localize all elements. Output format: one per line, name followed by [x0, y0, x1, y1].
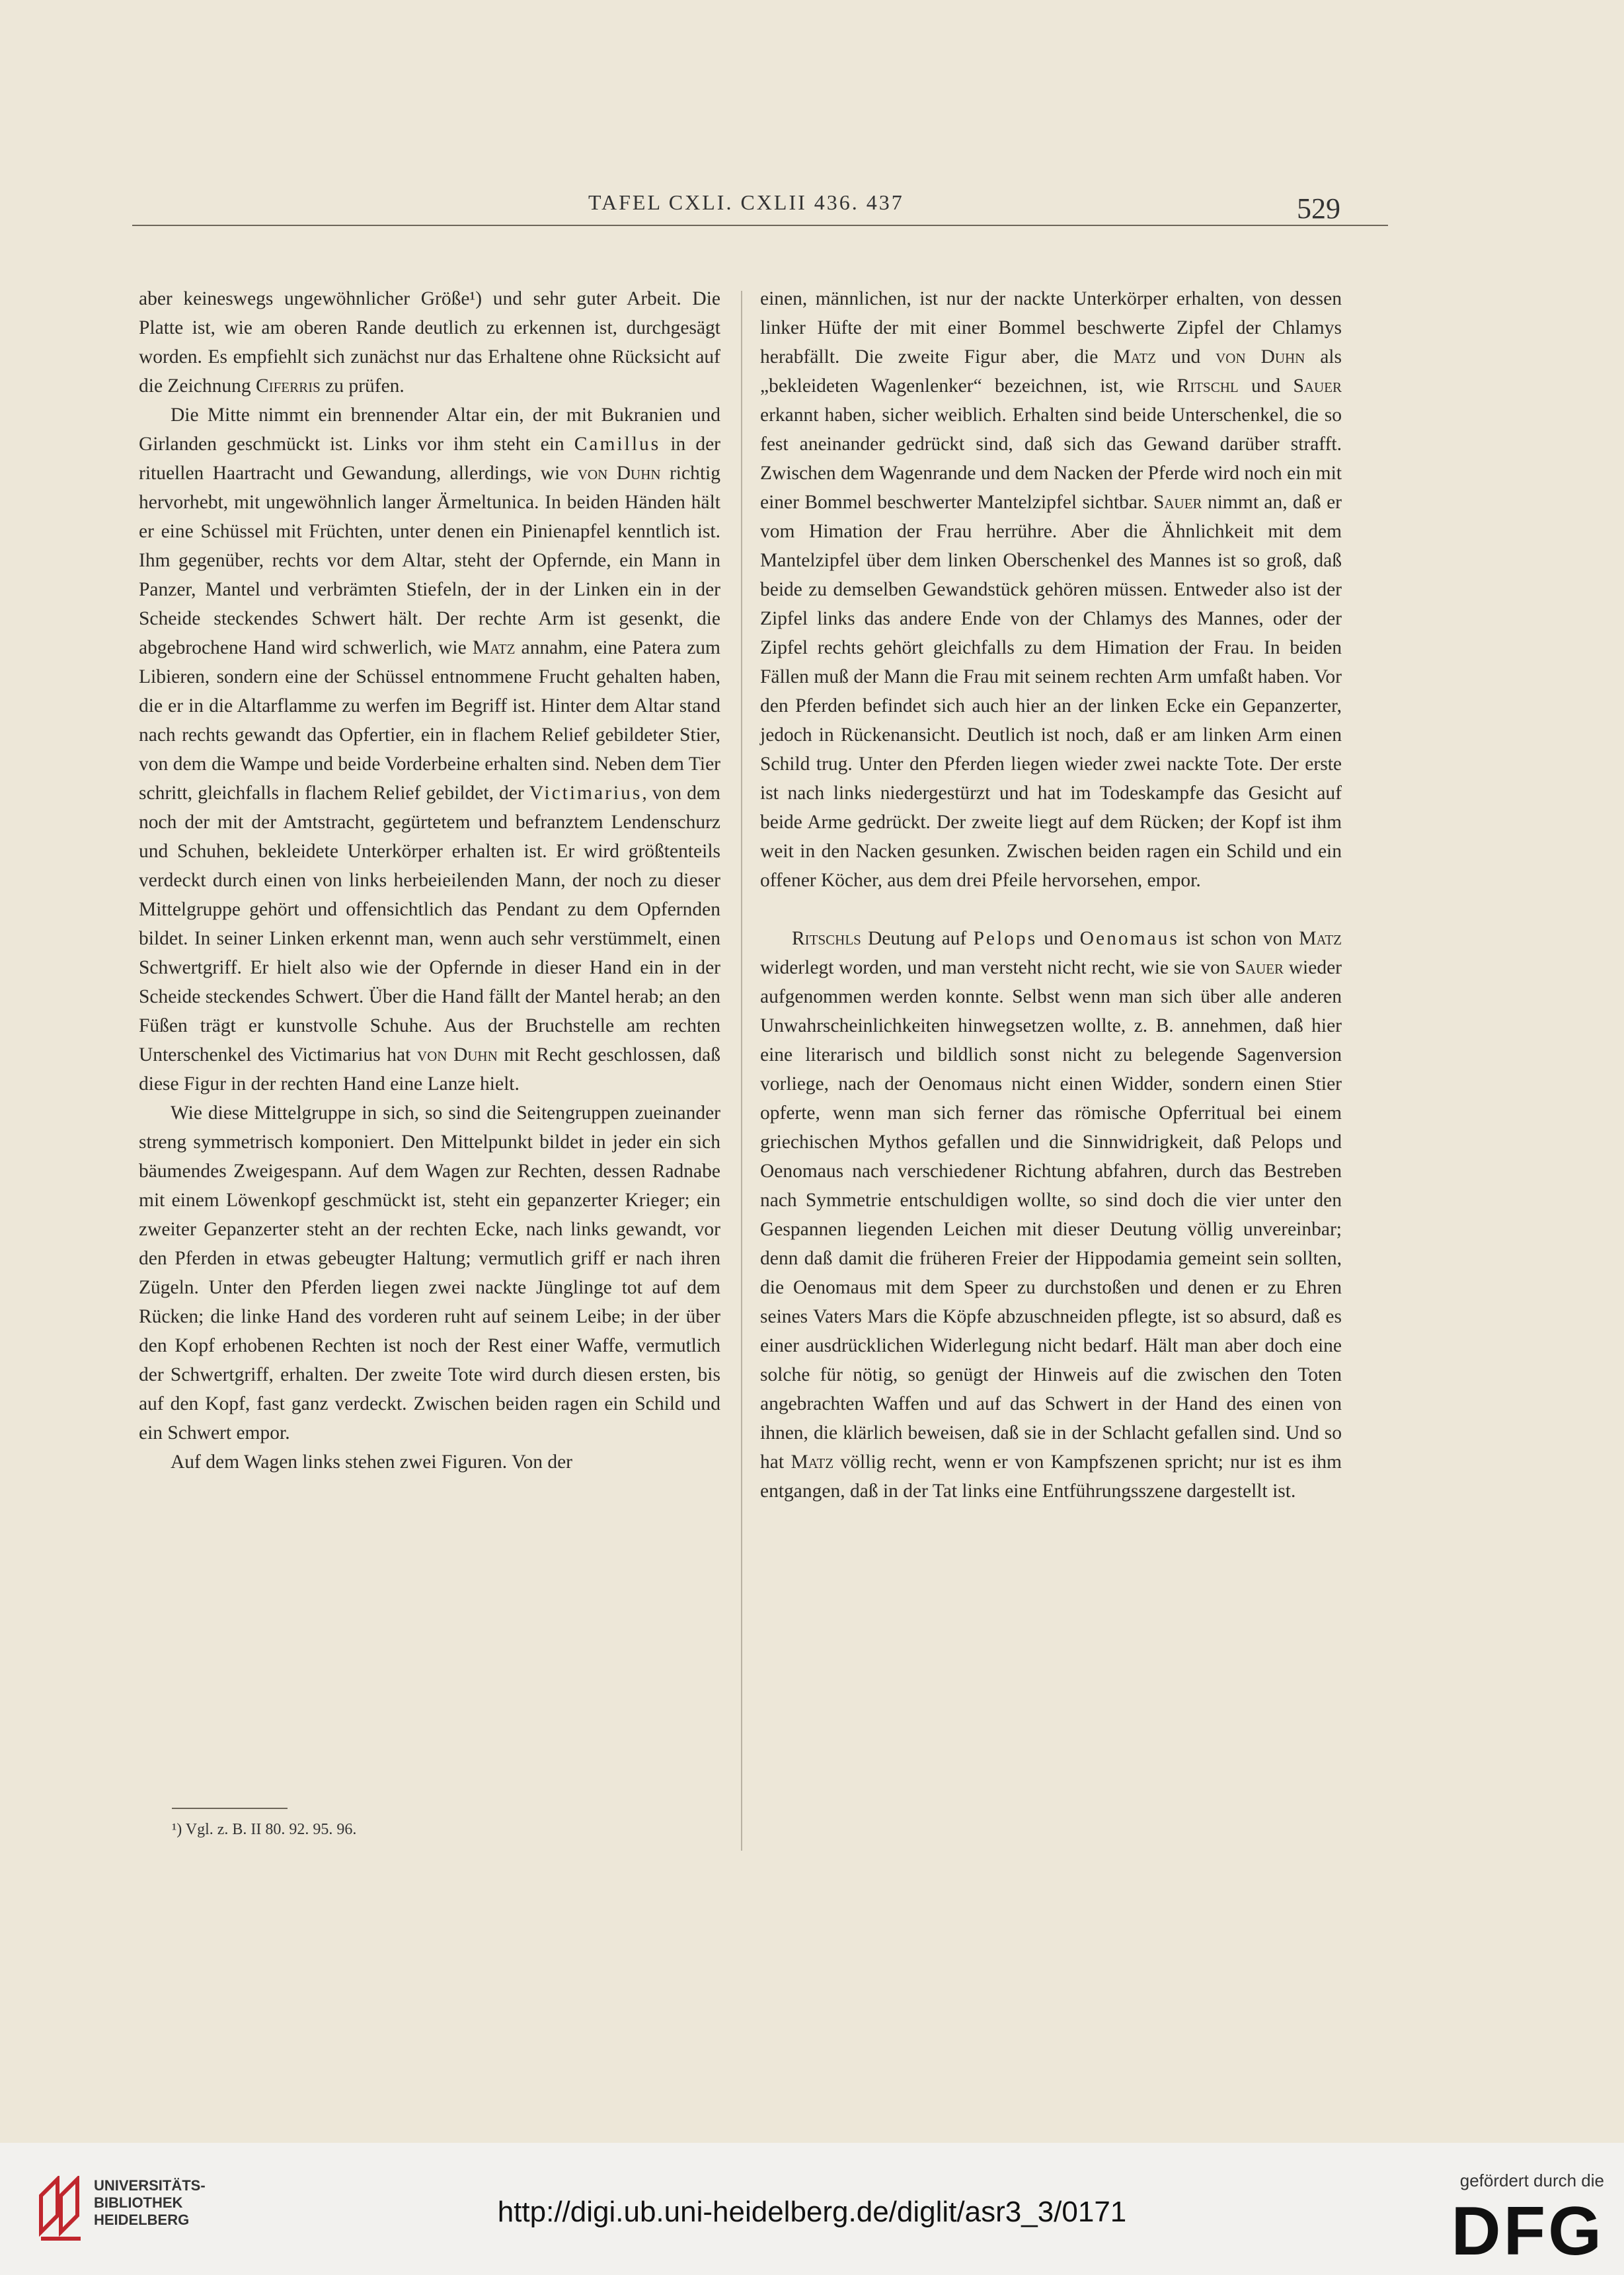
text-run: Deutung auf	[861, 928, 974, 949]
text-run: Sauer	[1293, 375, 1342, 397]
library-name-line-1: UNIVERSITÄTS-	[94, 2177, 206, 2194]
footnote: ¹) Vgl. z. B. II 80. 92. 95. 96.	[172, 1821, 357, 1838]
running-header	[132, 185, 1348, 225]
header-title: TAFEL CXLI. CXLII 436. 437	[588, 190, 904, 214]
text-run: von Duhn	[416, 1044, 498, 1065]
text-run: ist schon von	[1179, 928, 1299, 949]
text-run: Matz	[791, 1451, 834, 1473]
text-run: widerlegt worden, und man versteht nicht recht, wie sie von	[760, 957, 1235, 978]
text-run: Ciferris	[255, 375, 321, 397]
text-run: erkannt haben, sicher weiblich. Erhalten sind beide Unterschenkel, die so fest aneinander gedrückt sind, daß sich das Gewand darüber strafft. Zwischen dem Wagenrande und dem Nacken der Pferde wird noch ein mit einer Bommel beschwerter Mantelzipfel sichtbar.	[760, 405, 1342, 513]
text-run: Ritschl	[1177, 375, 1239, 397]
text-run: Matz	[1299, 928, 1342, 949]
text-run: Sauer	[1235, 957, 1284, 978]
text-run: in der rituellen Haartracht und Gewandung, allerdings, wie	[139, 434, 720, 484]
viewer-footer	[0, 2143, 1624, 2275]
paragraph	[760, 924, 1342, 1506]
text-run: Wie diese Mittelgruppe in sich, so sind die Seitengruppen zueinander streng symmetrisch komponiert. Den Mittelpunkt bildet in jeder ein sich bäumendes Zweigespann. Auf dem Wagen zur Rechten, dessen Radnabe mit einem Löwenkopf geschmückt ist, steht ein gepanzerter Krieger; ein zweiter Gepanzerter steht an der rechten Ecke, nach links gewandt, vor den Pferden in etwas gebeugter Haltung; vermutlich griff er nach ihren Zügeln. Unter den Pferden liegen zwei nackte Jünglinge tot auf dem Rücken; die linke Hand des vorderen ruht auf seinem Leibe; in der über den Kopf erhobenen Rechten ist noch der Rest einer Waffe, vermutlich der Schwertgriff, erhalten. Der zweite Tote wird durch diesen ersten, bis auf den Kopf, fast ganz verdeckt. Zwischen beiden ragen ein Schild und ein Schwert empor.	[139, 1102, 720, 1444]
permalink-url[interactable]: http://digi.ub.uni-heidelberg.de/diglit/asr3_3/0171	[497, 2196, 1127, 2228]
text-run: und	[1156, 346, 1216, 367]
text-run: richtig hervorhebt, mit ungewöhnlich langer Ärmeltunica. In beiden Händen hält er eine Schüssel mit Früchten, unter denen ein Pinienapfel kenntlich ist. Ihm gegenüber, rechts vor dem Altar, steht der Opfernde, ein Mann in Panzer, Mantel und verbrämten Stiefeln, der in der Linken ein in der Scheide steckendes Schwert hält. Der rechte Arm ist gesenkt, die abgebrochene Hand wird schwerlich, wie	[139, 463, 720, 658]
text-run: Pelops	[973, 928, 1038, 949]
text-run: , von dem noch der mit der Amtstracht, gegürtetem und befranztem Lendenschurz und Schuhen, bekleidete Unterkörper erhalten ist. Er wird größtenteils verdeckt durch einen von links herbeieilenden Mann, der noch zu dieser Mittelgruppe gehört und offensichtlich das Pendant zu dem Opfernden bildet. In seiner Linken erkennt man, wenn auch sehr verstümmelt, einen Schwertgriff. Er hielt also wie der Opfernde in dieser Hand ein in der Scheide steckendes Schwert. Über die Hand fällt der Mantel herab; an den Füßen trägt er kunstvolle Schuhe. Aus der Bruchstelle am rechten Unterschenkel des Victimarius hat	[139, 783, 720, 1065]
header-rule	[132, 225, 1388, 226]
sponsor-label: gefördert durch die	[1459, 2171, 1604, 2190]
paragraph	[139, 1447, 720, 1477]
library-name-line-3: HEIDELBERG	[94, 2212, 190, 2228]
text-run: Victimarius	[529, 783, 642, 804]
right-column	[760, 284, 1342, 1506]
column-divider	[741, 291, 742, 1851]
text-run: nimmt an, daß er vom Himation der Frau herrühre. Aber die Ähnlichkeit mit dem Mantelzipfel über dem linken Oberschenkel des Mannes ist so groß, daß beide zu demselben Gewandstück gehören müssen. Entweder also ist der Zipfel links das andere Ende von der Chlamys des Mannes, oder der Zipfel rechts gehört gleichfalls zu dem Himation der Frau. In beiden Fällen muß der Mann die Frau mit seinem rechten Arm umfaßt haben. Vor den Pferden befindet sich auch hier an der linken Ecke ein Gepanzerter, jedoch in Rückenansicht. Deutlich ist noch, daß er am linken Arm einen Schild trug. Unter den Pferden liegen wieder zwei nackte Tote. Der erste ist nach links niedergestürzt und hat im Todeskampfe das Gesicht auf beide Arme gedrückt. Der zweite liegt auf dem Rücken; der Kopf ist ihm weit in den Nacken gesunken. Zwischen beiden ragen ein Schild und ein offener Köcher, aus dem drei Pfeile hervorsehen, empor.	[760, 492, 1342, 891]
paragraph	[139, 1099, 720, 1447]
text-run: Matz	[472, 637, 516, 658]
text-run: Oenomaus	[1079, 928, 1179, 949]
text-run: Matz	[1113, 346, 1157, 367]
text-run: annahm, eine Patera zum Libieren, sondern eine der Schüssel entnommene Frucht gehalten haben, die er in die Altarflamme zu werfen im Begriff ist. Hinter dem Altar stand nach rechts gewandt das Opfertier, ein in flachem Relief gebildeter Stier, von dem die Wampe und beide Vorderbeine erhalten sind. Neben dem Tier schritt, gleichfalls in flachem Relief gebildet, der	[139, 637, 721, 804]
text-run: als „bekleideten Wagenlenker“ bezeichnen, ist, wie	[760, 346, 1342, 397]
text-run: und	[1037, 928, 1080, 949]
text-run: Die Mitte nimmt ein brennender Altar ein, der mit Bukranien und Girlanden geschmückt ist. Links vor ihm steht ein	[139, 405, 720, 455]
text-run: aber keineswegs ungewöhnlicher Größe¹) und sehr guter Arbeit. Die Platte ist, wie am oberen Rande deutlich zu erkennen ist, durchgesägt worden. Es empfiehlt sich zunächst nur das Erhaltene ohne Rücksicht auf die Zeichnung	[139, 288, 720, 397]
text-run: wieder aufgenommen werden konnte. Selbst wenn man sich über alle anderen Unwahrscheinlichkeiten hinwegsetzen wollte, z. B. annehmen, daß hier eine literarisch und bildlich sonst nicht zu belegende Sagenversion vorliege, nach der Oenomaus nicht einen Widder, sondern einen Stier opferte, wenn man sich ferner das römische Opferritual bei einem griechischen Mythos gefallen und die Sinnwidrigkeit, daß Pelops und Oenomaus nach verschiedener Richtung abfahren, durch das Bestreben nach Symmetrie entschuldigen wollte, so sind doch die vier unter den Gespannen liegenden Leichen mit dieser Deutung völlig unvereinbar; denn daß damit die früheren Freier der Hippodamia gemeint sein sollten, die Oenomaus mit dem Speer zu durchstoßen und denen er zu Ehren seines Vaters Mars die Köpfe abzuschneiden pflegte, ist so absurd, daß es einer ausdrücklichen Widerlegung nicht bedarf. Hält man aber doch eine solche für nötig, so genügt der Hinweis auf die zwischen den Toten angebrachten Waffen und auf das Schwert in der Hand des einen von ihnen, die klärlich beweisen, daß sie in der Schlacht gefallen sind. Und so hat	[760, 957, 1342, 1473]
text-run: einen, männlichen, ist nur der nackte Unterkörper erhalten, von dessen linker Hüfte der mit einer Bommel beschwerte Zipfel der Chlamys herabfällt. Die zweite Figur aber, die	[760, 288, 1342, 367]
text-run: und	[1238, 375, 1294, 397]
footnote-rule	[172, 1808, 288, 1809]
left-column	[139, 284, 720, 1477]
text-run: von Duhn	[1216, 346, 1305, 367]
text-run: Sauer	[1153, 492, 1202, 513]
text-run: völlig recht, wenn er von Kampfszenen spricht; nur ist es ihm entgangen, daß in der Tat links eine Entführungsszene dargestellt ist.	[760, 1451, 1342, 1502]
text-run: von Duhn	[577, 463, 661, 484]
page-number: 529	[1297, 192, 1340, 225]
paragraph	[139, 401, 720, 1099]
dfg-logo: DFG	[1451, 2193, 1604, 2270]
library-name-line-2: BIBLIOTHEK	[94, 2194, 183, 2211]
text-run: Camillus	[574, 434, 661, 455]
text-run: Auf dem Wagen links stehen zwei Figuren. Von der	[171, 1451, 573, 1473]
text-run: zu prüfen.	[320, 375, 405, 397]
text-run: Ritschls	[792, 928, 861, 949]
paragraph	[760, 284, 1342, 895]
paragraph	[139, 284, 720, 401]
text-run: mit Recht geschlossen, daß diese Figur in der rechten Hand eine Lanze hielt.	[139, 1044, 720, 1095]
